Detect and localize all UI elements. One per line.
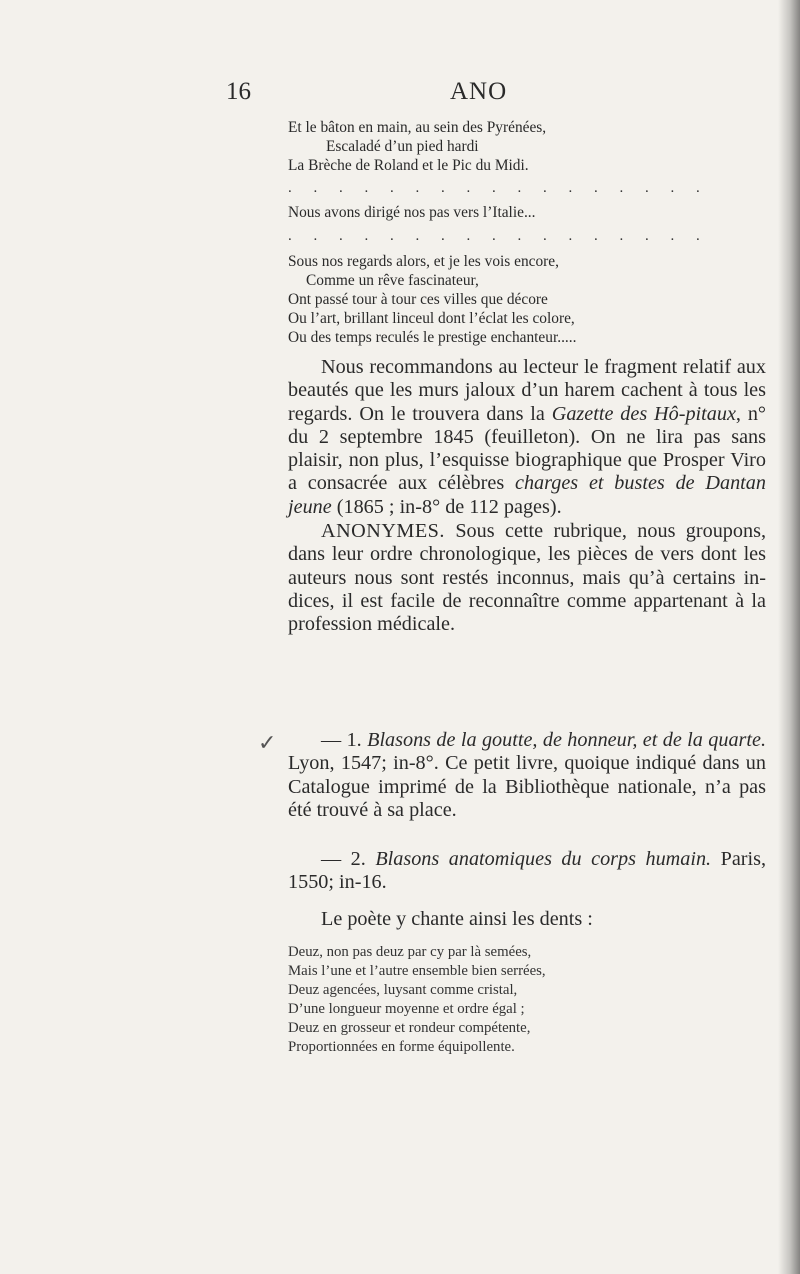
ellipsis-dots: . . . . . . . . . . . . . . . . . [288,180,709,196]
paragraph-text: Paris, 1550; in-16. [288,848,767,894]
paragraph-fragment [288,356,766,519]
paragraph-text: Le poète y chante ainsi les dents : [321,908,593,930]
verse-line: Comme un rêve fascinateur, [306,272,479,289]
page-edge-shadow [778,0,800,1274]
verse-line: Mais l’une et l’autre ensemble bien serrées, [288,963,546,979]
work-title: Blasons anatomiques du corps humain. [375,848,712,870]
paragraph-text: — 2. [321,848,376,870]
verse-line: Deuz en grosseur et rondeur compétente, [288,1020,531,1036]
verse-line: Escaladé d’un pied hardi [326,138,479,155]
verse-line: Deuz agencées, luysant comme cristal, [288,982,518,998]
paragraph-text: (1865 ; in-8° de 112 pages). [331,495,562,518]
verse-line: Et le bâton en main, au sein des Pyrénées, [288,119,547,136]
paragraph-text: — 1. [321,729,368,751]
journal-title: Gazette des Hô-pitaux [551,402,736,425]
ellipsis-dots: . . . . . . . . . . . . . . . . . [288,228,709,244]
verse-line: Ou l’art, brillant linceul dont l’éclat les colore, [288,310,575,327]
verse-line: Proportionnées en forme équipollente. [288,1039,515,1055]
paragraph-text: Lyon, 1547; in-8°. Ce petit livre, quoique indiqué dans un Catalogue imprimé de la Bibliothèque nationale, n’a pas été trouvé à sa place. [288,752,766,821]
verse-line: Ont passé tour à tour ces villes que décore [288,291,548,308]
page-number: 16 [226,78,251,105]
verse-line: Nous avons dirigé nos pas vers l’Italie... [288,204,536,221]
entry-heading: ANONYMES. [321,520,445,542]
verse-line: Deuz, non pas deuz par cy par là semées, [288,944,532,960]
verse-line: La Brèche de Roland et le Pic du Midi. [288,157,529,174]
verse-line: Sous nos regards alors, et je les vois encore, [288,253,559,270]
verse-line: Ou des temps reculés le prestige enchanteur..... [288,329,577,346]
paragraph-text: , n° du 2 septembre 1845 (feuilleton). On ne lira pas sans plaisir, non plus, l’esquisse biographique que Prosper Viro a consacrée aux célèbres [288,402,766,495]
page-header [226,78,766,108]
entry-item-1 [288,729,766,822]
entry-anonymes [288,520,766,636]
paragraph-text: Sous cette rubrique, nous groupons, dans leur ordre chronologique, les pièces de vers dont les auteurs nous sont restés inconnus, mais qu’à certains in-dices, il est facile de reconnaître comme appartenant à la profession médicale. [288,520,766,636]
paragraph-intro-verse [288,908,766,931]
work-title: Blasons de la goutte, de honneur, et de la quarte. [367,729,767,751]
work-title: charges et bustes de Dantan jeune [288,472,766,518]
running-title: ANO [450,78,508,105]
entry-item-2 [288,848,766,895]
margin-checkmark: ✓ [258,730,277,755]
paragraph-text: Nous recommandons au lecteur le fragment relatif aux beautés que les murs jaloux d’un harem cachent à tous les regards. On le trouvera dans la [288,356,766,425]
verse-line: D’une longueur moyenne et ordre égal ; [288,1001,525,1017]
